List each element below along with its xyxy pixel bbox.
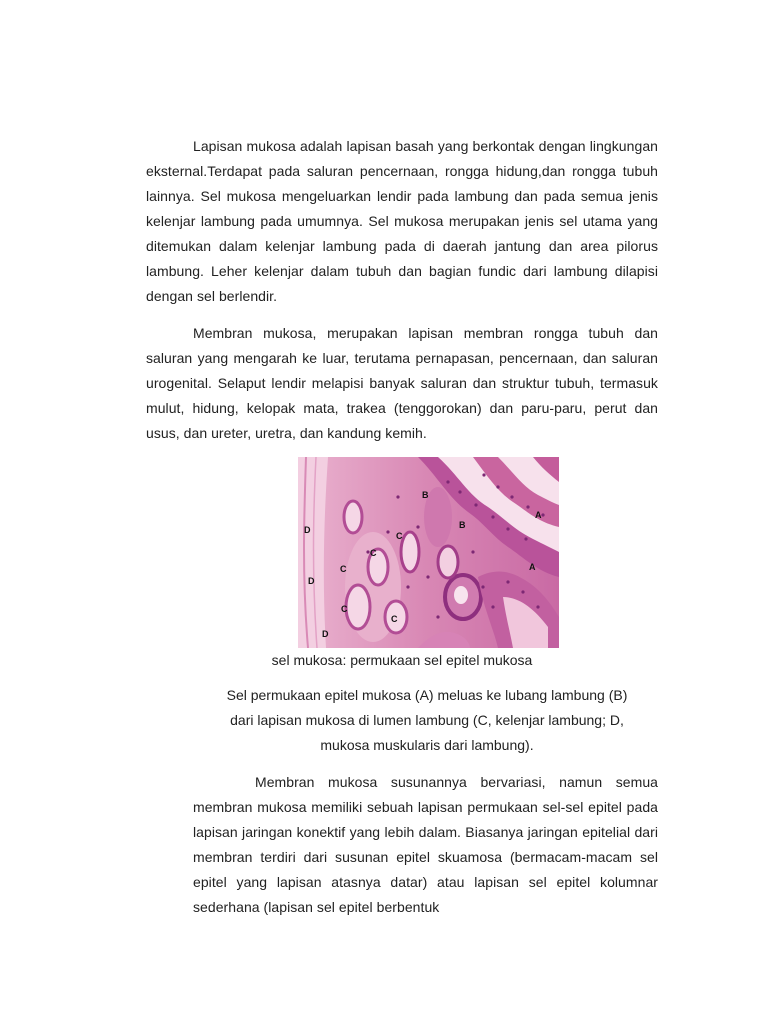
label-d3: D	[322, 629, 329, 639]
label-d1: D	[304, 525, 311, 535]
label-a1: A	[535, 510, 542, 520]
figure-description	[190, 683, 664, 758]
figure-caption: sel mukosa: permukaan sel epitel mukosa	[271, 652, 533, 668]
label-d2: D	[308, 576, 315, 586]
label-c1: C	[396, 531, 403, 541]
histology-figure	[298, 457, 559, 648]
description-line-3: mukosa muskularis dari lambung).	[320, 737, 534, 753]
label-b1: B	[422, 490, 429, 500]
label-c3: C	[340, 564, 347, 574]
label-c4: C	[341, 604, 348, 614]
paragraph-2: Membran mukosa, merupakan lapisan membran rongga tubuh dan saluran yang mengarah ke luar, terutama pernapasan, pencernaan, dan saluran urogenital. Selaput lendir melapisi banyak saluran dan struktur tubuh, termasuk mulut, hidung, kelopak mata, trakea (tenggorokan) dan paru-paru, perut dan usus, dan ureter, uretra, dan kandung kemih.	[146, 325, 658, 441]
description-line-1: Sel permukaan epitel mukosa (A) meluas ke lubang lambung (B)	[226, 687, 628, 703]
label-b2: B	[459, 520, 466, 530]
paragraph-3: Membran mukosa susunannya bervariasi, namun semua membran mukosa memiliki sebuah lapisan permukaan sel-sel epitel pada lapisan jaringan konektif yang lebih dalam. Biasanya jaringan epitelial dari membran terdiri dari susunan epitel skuamosa (bermacam-macam sel epitel yang lapisan atasnya datar) atau lapisan sel epitel kolumnar sederhana (lapisan sel epitel berbentuk	[193, 774, 658, 915]
histology-image	[298, 457, 559, 648]
label-a2: A	[529, 562, 536, 572]
label-c5: C	[391, 614, 398, 624]
paragraph-1: Lapisan mukosa adalah lapisan basah yang berkontak dengan lingkungan eksternal.Terdapat pada saluran pencernaan, rongga hidung,dan rongga tubuh lainnya. Sel mukosa mengeluarkan lendir pada lambung dan pada semua jenis kelenjar lambung pada umumnya. Sel mukosa merupakan jenis sel utama yang ditemukan dalam kelenjar lambung pada di daerah jantung dan area pilorus lambung. Leher kelenjar dalam tubuh dan bagian fundic dari lambung dilapisi dengan sel berlendir.	[146, 138, 658, 304]
label-c2: C	[370, 548, 377, 558]
description-line-2: dari lapisan mukosa di lumen lambung (C, kelenjar lambung; D,	[230, 712, 624, 728]
